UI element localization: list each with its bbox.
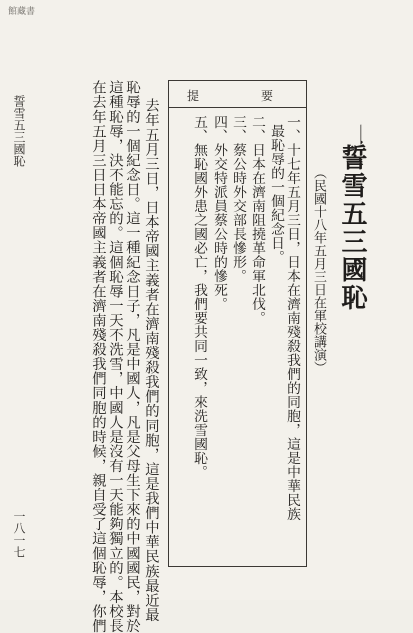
summary-item-4: 四、外交特派員蔡公時的慘死。 bbox=[211, 115, 227, 311]
summary-item-1-line-1: 一、十七年五月三日，日本在濟南殘殺我們的同胞，這是中華民族 bbox=[284, 115, 300, 521]
summary-box-header-left: 提 bbox=[187, 89, 200, 103]
body-line-2: 恥辱的一個紀念日。這一種紀念日子，凡是中國人，凡是父母生下來的中國國民，對於 bbox=[124, 80, 140, 633]
library-stamp-text: 館藏書 bbox=[8, 7, 36, 17]
body-line-3: 這種恥辱，決不能忘的。這個恥辱一天不洗雪，中國人是沒有一天能夠獨立的。本校長 bbox=[107, 80, 123, 633]
summary-box-divider bbox=[169, 107, 306, 108]
summary-item-5: 五、無恥國外患之國必亡，我們要共同一致，來洗雪國恥。 bbox=[191, 115, 207, 479]
summary-box-header-right: 要 bbox=[261, 89, 274, 103]
summary-item-2: 二、日本在濟南阻撓革命軍北伐。 bbox=[249, 115, 265, 325]
summary-item-1-line-2: 最恥辱的一個紀念日。 bbox=[268, 124, 284, 264]
running-head: 誓雪五三國恥 bbox=[12, 95, 26, 167]
chapter-number-text: 一 bbox=[345, 123, 371, 146]
page-number: 一八一七 bbox=[12, 510, 26, 558]
chapter-title: 誓雪五三國恥 bbox=[337, 144, 367, 312]
body-line-4: 在去年五月三日日本帝國主義者在濟南殘殺我們同胞的時候，親自受了這個恥辱，你們 bbox=[90, 80, 106, 633]
summary-item-3: 三、蔡公時外交部長慘形。 bbox=[230, 115, 246, 283]
body-line-1: 去年五月三日，日本帝國主義者在濟南殘殺我們的同胞，這是我們中華民族最近最 bbox=[143, 98, 159, 622]
chapter-number bbox=[345, 123, 376, 145]
chapter-subtitle: （民國十八年五月三日在軍校講演） bbox=[311, 166, 326, 374]
library-stamp bbox=[8, 4, 35, 17]
